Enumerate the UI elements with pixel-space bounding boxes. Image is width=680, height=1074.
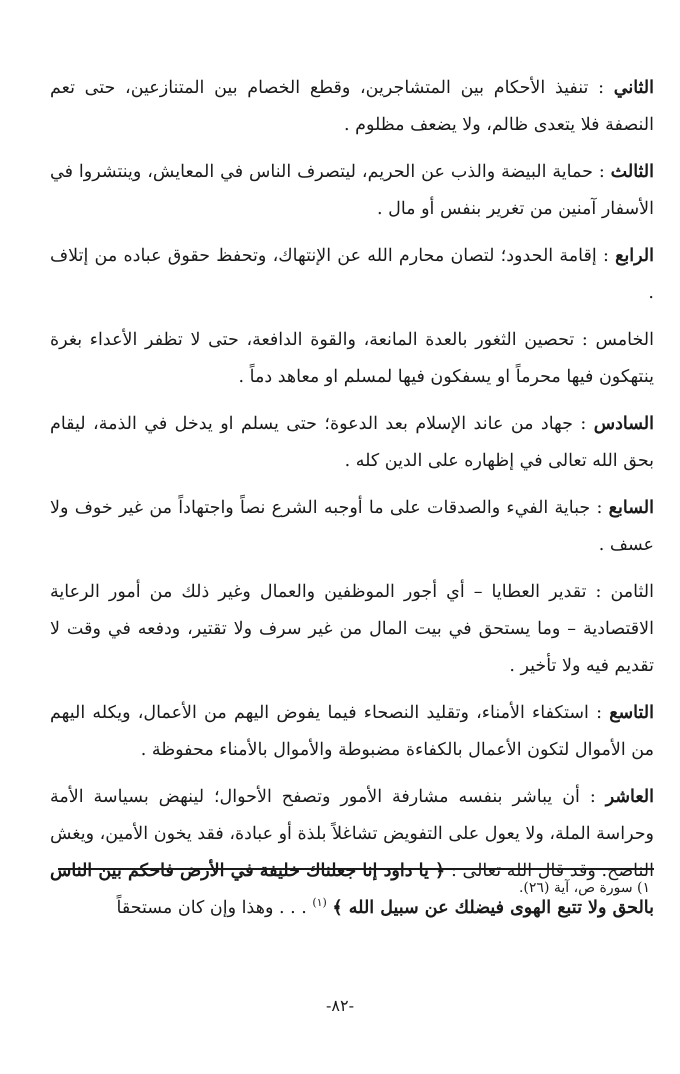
paragraph-lead: السادس	[593, 414, 654, 434]
paragraph-eighth	[50, 574, 654, 685]
paragraph-lead: الخامس	[595, 330, 654, 350]
paragraph-fifth	[50, 322, 654, 396]
page-body	[50, 70, 654, 937]
paragraph-lead: السابع	[608, 498, 654, 518]
paragraph-lead: التاسع	[609, 703, 654, 723]
paragraph-text: : تنفيذ الأحكام بين المتشاجرين، وقطع الخصام بين المتنازعين، حتى تعم النصفة فلا يتعدى ظالم، ولا يضعف مظلوم .	[50, 78, 654, 135]
paragraph-tenth	[50, 779, 654, 927]
paragraph-text: : تقدير العطايا – أي أجور الموظفين والعمال وغير ذلك من أمور الرعاية الاقتصادية – وما يستحق في بيت المال من غير سرف ولا تقتير، ودفعه في وقت لا تقديم فيه ولا تأخير .	[50, 582, 654, 676]
quran-quote: ﴿ يا داود إنا جعلناك خليفة في الأرض فاحكم بين الناس بالحق ولا تتبع الهوى فيضلك عن سبيل الله ﴾	[50, 861, 654, 918]
footnote: ١) سورة ص، آية (٢٦).	[518, 880, 650, 896]
paragraph-text: : إقامة الحدود؛ لتصان محارم الله عن الإنتهاك، وتحفظ حقوق عباده من إتلاف .	[50, 246, 654, 303]
paragraph-fourth	[50, 238, 654, 312]
footnote-divider	[58, 868, 654, 870]
footnote-reference[interactable]: (١)	[312, 896, 327, 910]
paragraph-lead: العاشر	[605, 787, 654, 807]
paragraph-lead: الثامن	[610, 582, 654, 602]
paragraph-lead: الرابع	[615, 246, 654, 266]
paragraph-second	[50, 70, 654, 144]
paragraph-seventh	[50, 490, 654, 564]
paragraph-text: : استكفاء الأمناء، وتقليد النصحاء فيما يفوض اليهم من الأعمال، ويكله اليهم من الأموال لتكون الأعمال بالكفاءة مضبوطة والأموال بالأمناء محفوظة .	[50, 703, 654, 760]
paragraph-lead: الثالث	[610, 162, 654, 182]
paragraph-lead: الثاني	[613, 78, 654, 98]
paragraph-third	[50, 154, 654, 228]
paragraph-text: : تحصين الثغور بالعدة المانعة، والقوة الدافعة، حتى لا تظفر الأعداء بغرة ينتهكون فيها محرماً او يسفكون فيها لمسلم او معاهد دماً .	[50, 330, 654, 387]
paragraph-text: : أن يباشر بنفسه مشارفة الأمور وتصفح الأحوال؛ لينهض بسياسة الأمة وحراسة الملة، ولا يعول على التفويض تشاغلاً بلذة أو عبادة، فقد يخون الأمين، ويغش الناصح. وقد قال الله تعالى :	[50, 787, 654, 881]
page-number: -٨٢-	[326, 996, 354, 1015]
paragraph-text: : جباية الفيء والصدقات على ما أوجبه الشرع نصاً واجتهاداً من غير خوف ولا عسف .	[50, 498, 654, 555]
paragraph-text: : جهاد من عاند الإسلام بعد الدعوة؛ حتى يسلم او يدخل في الذمة، ليقام بحق الله تعالى في إظهاره على الدين كله .	[50, 414, 654, 471]
paragraph-text: : حماية البيضة والذب عن الحريم، ليتصرف الناس في المعايش، وينتشروا في الأسفار آمنين من تغرير بنفس أو مال .	[50, 162, 654, 219]
paragraph-text-continued: . . . وهذا وإن كان مستحقاً	[116, 898, 313, 918]
paragraph-ninth	[50, 695, 654, 769]
paragraph-sixth	[50, 406, 654, 480]
